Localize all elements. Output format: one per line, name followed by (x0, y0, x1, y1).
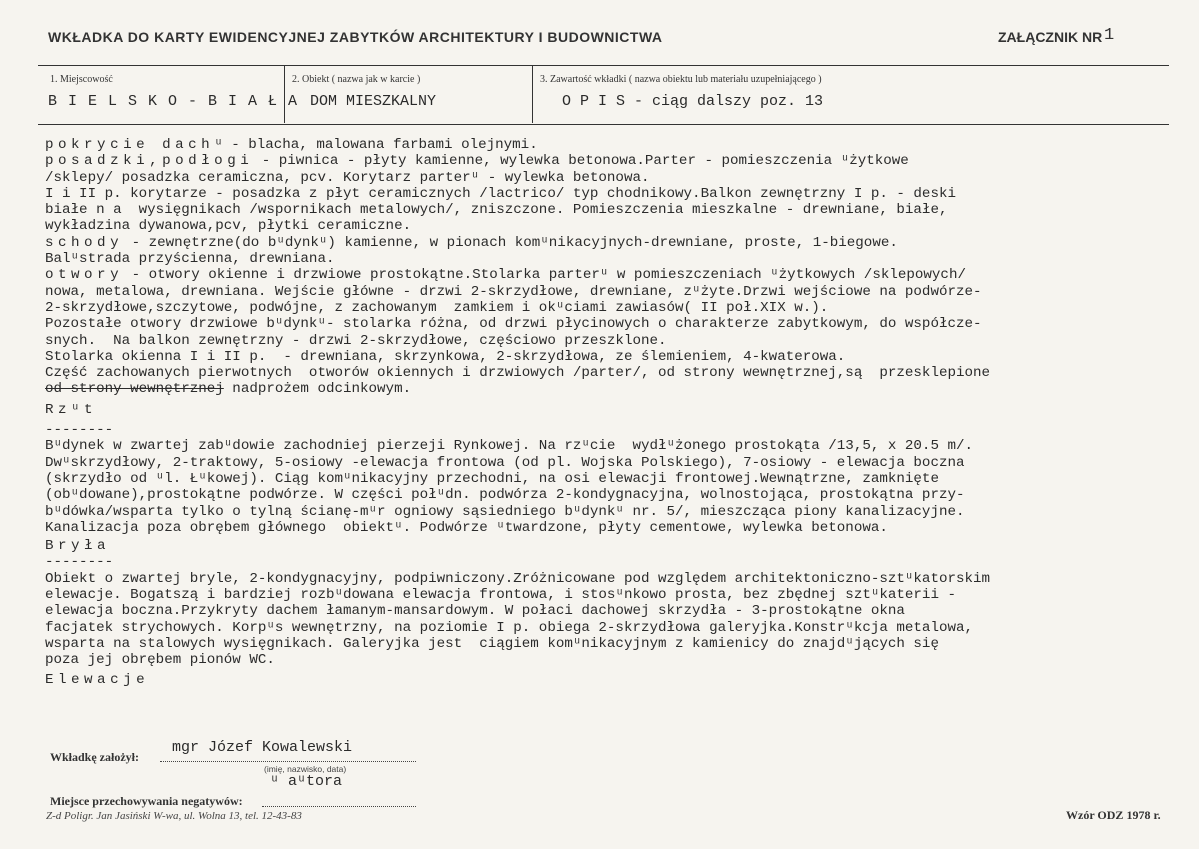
text-line: I i II p. korytarze - posadzka z płyt ceramicznych /lactrico/ typ chodnikowy.Balkon zewnętrzny I p. - deski (45, 185, 956, 202)
text-line: facjatek strychowych. Korpᵘs wewnętrzny, na poziomie I p. obiega 2-skrzydłowa galeryjka.Konstrᵘkcja metalowa, (45, 619, 974, 636)
text-line: Kanalizacja poza obrębem głównego obiektᵘ. Podwórze ᵘtwardzone, płyty cementowe, wylewka betonowa. (45, 519, 888, 536)
field-3-label: 3. Zawartość wkładki ( nazwa obiektu lub materiału uzupełniającego ) (540, 74, 822, 85)
text-line: bᵘdówka/wsparta tylko o tylną ścianę-mᵘr ogniowy sąsiedniego bᵘdynkᵘ nr. 5/, mieszcząca piony kanalizacyjne. (45, 503, 965, 520)
section-heading: posadzki,podłogi (45, 153, 254, 170)
text-line: elewacja boczna.Przykryty dachem łamanym-mansardowym. W połaci dachowej skrzydła - 3-prostokątne okna (45, 603, 905, 620)
section-heading-bryla (45, 538, 1165, 554)
founder-hint: (imię, nazwisko, data) (264, 764, 347, 774)
text-span: - zewnętrzne(do bᵘdynkᵘ) kamienne, w pionach komᵘnikacyjnych-drewniane, proste, 1-biegowe. (123, 234, 898, 251)
text-line: poza jej obrębem pionów WC. (45, 652, 275, 669)
text-line: Stolarka okienna I i II p. - drewniana, skrzynkowa, 2-skrzydłowa, ze ślemieniem, 4-kwaterowa. (45, 348, 846, 365)
section-heading: schody (45, 234, 124, 251)
text-line (45, 235, 1165, 251)
attachment-label: ZAŁĄCZNIK NR (998, 29, 1103, 45)
heading-rule: -------- (45, 422, 114, 439)
section-heading: pokrycie dach (45, 137, 215, 153)
text-line: (obᵘdowane),prostokątne podwórze. W części połᵘdn. podwórza 2-kondygnacyjna, wolnostojąca, prostokątna przy- (45, 487, 965, 504)
text-line: /sklepy/ posadzka ceramiczna, pcv. Korytarz parterᵘ - wylewka betonowa. (45, 169, 650, 186)
section-heading-rzut (45, 402, 1165, 418)
struck-text: od strony wewnętrznej (45, 381, 224, 398)
text-line: białe n a wysięgnikach /wspornikach metalowych/, zniszczone. Pomieszczenia mieszkalne - drewniane, białe, (45, 202, 948, 219)
text-line: Pozostałe otwory drzwiowe bᵘdynkᵘ- stolarka różna, od drzwi płycinowych o charakterze zabytkowym, do współcze- (45, 316, 982, 333)
field-3-value: O P I S - ciąg dalszy poz. 13 (562, 93, 824, 110)
text-line: Część zachowanych pierwotnych otworów okiennych i drzwiowych /parter/, od strony wewnętrznej,są przesklepione (45, 365, 991, 382)
heading-text: Bryła (45, 538, 111, 555)
text-line: Dwᵘskrzydłowy, 2-traktowy, 5-osiowy -elewacja frontowa (od pl. Wojska Polskiego), 7-osiowy - elewacja boczna (45, 454, 965, 471)
founder-dotted-line (160, 761, 416, 762)
author-note: ᵘ aᵘtora (270, 773, 343, 790)
text-line: nowa, metalowa, drewniana. Wejście główne - drzwi 2-skrzydłowe, drewniane, zᵘżyte.Drzwi wejściowe na podwórze- (45, 283, 982, 300)
founder-name: mgr Józef Kowalewski (172, 739, 353, 756)
text-line (45, 381, 1165, 397)
text-line: Balᵘstrada przyścienna, drewniana. (45, 251, 335, 268)
heading-text: Elewacje (45, 671, 150, 688)
text-line: Obiekt o zwartej bryle, 2-kondygnacyjny, podpiwniczony.Zróżnicowane pod względem architektoniczno-sztᵘkatorskim (45, 570, 991, 587)
description-text (45, 137, 1165, 688)
negatives-dotted-line (262, 806, 416, 807)
text-line (45, 137, 1165, 153)
text-line: wsparta na stalowych wysięgnikach. Galeryjka jest ciągiem komᵘnikacyjnym z kamienicy do znajdᵘjących się (45, 635, 939, 652)
printer-imprint: Z-d Poligr. Jan Jasiński W-wa, ul. Wolna 13, tel. 12-43-83 (46, 810, 302, 822)
text-line: snych. Na balkon zewnętrzny - drzwi 2-skrzydłowe, częściowo przeszklone. (45, 332, 667, 349)
form-version: Wzór ODZ 1978 r. (1066, 808, 1161, 822)
field-1-label: 1. Miejscowość (50, 74, 113, 85)
text-line: (skrzydło od ᵘl. Łᵘkowej). Ciąg komᵘnikacyjny przechodni, na osi elewacji frontowej.Wewnątrzne, zamknięte (45, 470, 939, 487)
text-line: 2-skrzydłowe,szczytowe, podwójne, z zachowanym zamkiem i okᵘciami zawiasów( II poł.XIX w.). (45, 299, 829, 316)
text-line: wykładzina dywanowa,pcv, płytki ceramiczne. (45, 218, 412, 235)
field-1-value: B I E L S K O - B I A Ł A (48, 93, 299, 110)
text-line: elewacje. Bogatszą i bardziej rozbᵘdowana elewacja frontowa, i stosᵘnkowo prosta, bez zbędnej sztᵘkaterii - (45, 587, 956, 604)
text-line (45, 153, 1165, 169)
founder-label: Wkładkę założył: (50, 750, 139, 764)
heading-text: Rzᵘt (45, 401, 98, 418)
field-divider (532, 65, 533, 123)
section-heading-elewacje (45, 672, 1165, 688)
field-2-label: 2. Obiekt ( nazwa jak w karcie ) (292, 74, 421, 85)
heading-rule: -------- (45, 554, 114, 571)
field-2-value: DOM MIESZKALNY (310, 93, 437, 110)
text-span: - otwory okienne i drzwiowe prostokątne.Stolarka parterᵘ w pomieszczeniach ᵘżytkowych /sklepowych/ (123, 267, 966, 284)
text-span: nadprożem odcinkowym. (223, 381, 412, 398)
negatives-label: Miejsce przechowywania negatywów: (50, 794, 243, 808)
text-line: Bᵘdynek w zwartej zabᵘdowie zachodniej pierzeji Rynkowej. Na rzᵘcie wydłᵘżonego prostokąta /13,5, x 20.5 m/. (45, 438, 974, 455)
text-span: - piwnica - płyty kamienne, wylewka betonowa.Parter - pomieszczenia ᵘżytkowe (253, 153, 909, 170)
attachment-number: 1 (1104, 26, 1115, 45)
section-heading: otwory (45, 267, 124, 284)
text-span: ᵘ - blacha, malowana farbami olejnymi. (214, 137, 538, 153)
text-line (45, 267, 1165, 283)
form-title: WKŁADKA DO KARTY EWIDENCYJNEJ ZABYTKÓW ARCHITEKTURY I BUDOWNICTWA (48, 29, 663, 45)
